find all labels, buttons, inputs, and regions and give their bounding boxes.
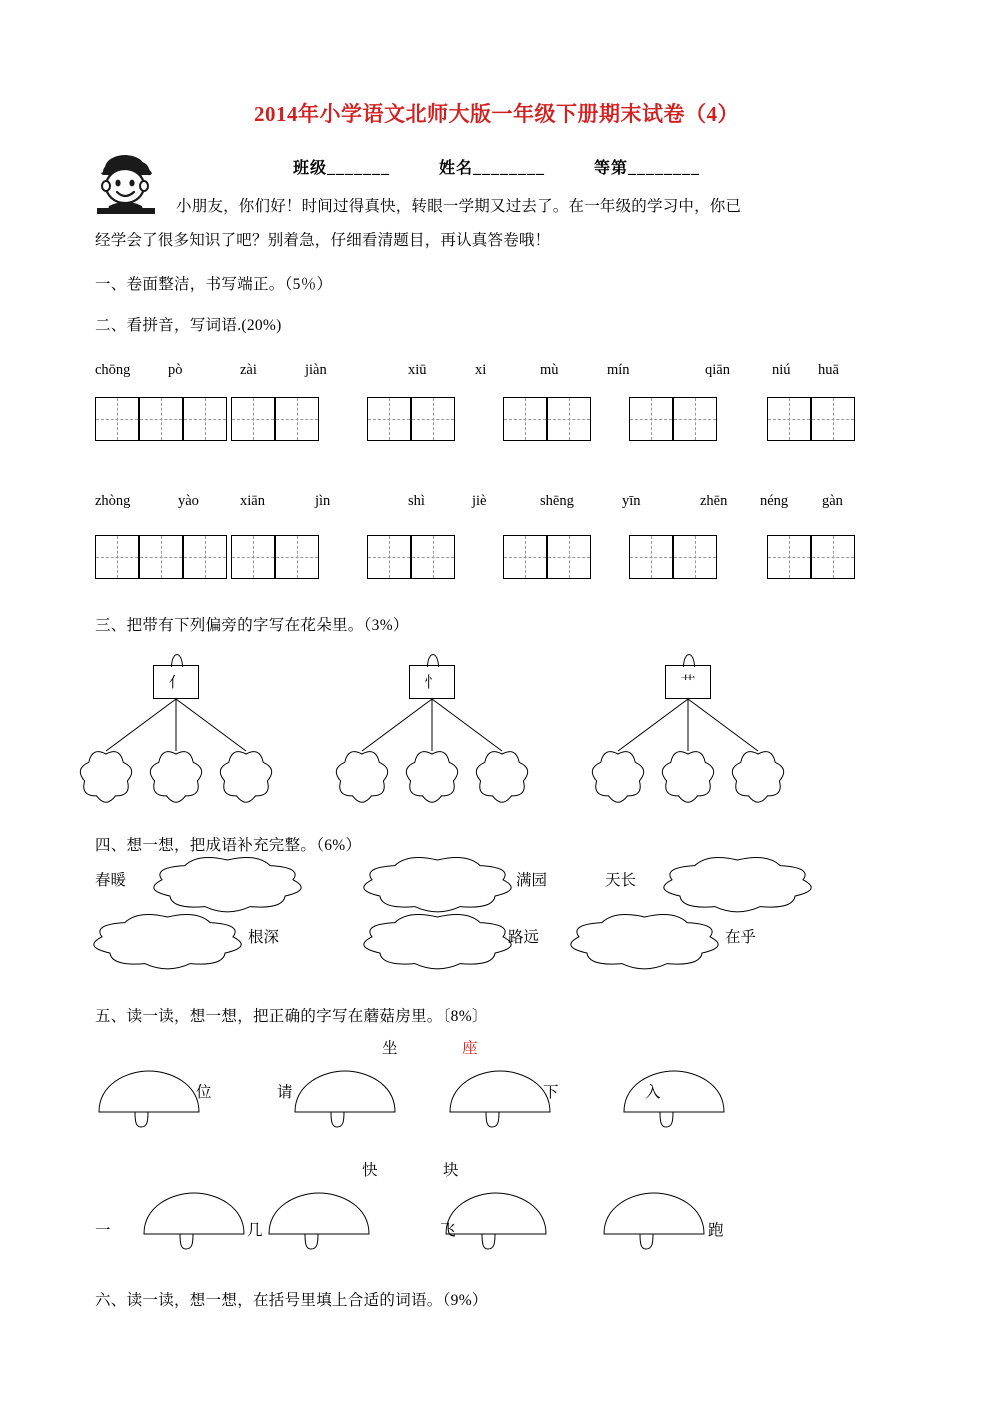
cell-horizontal-guide: [630, 419, 672, 420]
tianzige-cell[interactable]: [139, 397, 183, 441]
cell-horizontal-guide: [184, 557, 226, 558]
question-3-heading: 三、把带有下列偏旁的字写在花朵里。（3%）: [95, 617, 409, 634]
radical-box-stem: [171, 654, 183, 667]
idiom-label: 在乎: [725, 929, 757, 946]
mushroom-char-label: 飞: [440, 1222, 456, 1239]
mushroom-house[interactable]: [291, 1068, 399, 1130]
pinyin-syllable: zhēn: [700, 493, 728, 509]
flower-shape[interactable]: [732, 752, 783, 803]
cell-horizontal-guide: [504, 557, 546, 558]
cell-horizontal-guide: [276, 419, 318, 420]
radical-box: [665, 665, 711, 699]
idiom-label: 天长: [605, 872, 637, 889]
mushroom-house[interactable]: [600, 1190, 708, 1252]
question-2-heading: 二、看拼音，写词语.(20%): [95, 317, 282, 334]
tianzige-cell[interactable]: [275, 535, 319, 579]
mushroom-char-label: 跑: [708, 1222, 724, 1239]
tianzige-cell[interactable]: [183, 397, 227, 441]
page-title: 2014年小学语文北师大版一年级下册期末试卷（4）: [254, 102, 739, 126]
pinyin-syllable: zhòng: [95, 493, 131, 509]
boy-cartoon-icon: [95, 148, 157, 214]
cell-horizontal-guide: [674, 557, 716, 558]
cell-horizontal-guide: [232, 419, 274, 420]
flower-shape[interactable]: [662, 752, 713, 803]
tianzige-cell[interactable]: [547, 397, 591, 441]
mushroom-char-label: 坐: [382, 1040, 398, 1057]
tianzige-cell[interactable]: [629, 397, 673, 441]
mushroom-char-label: 块: [443, 1162, 459, 1179]
mushroom-house[interactable]: [620, 1068, 728, 1130]
pinyin-syllable: gàn: [822, 493, 843, 509]
idiom-label: 满园: [516, 872, 548, 889]
pinyin-syllable: yào: [178, 493, 199, 509]
radical-label: 亻: [168, 675, 184, 691]
pinyin-syllable: zài: [240, 362, 257, 378]
tianzige-cell[interactable]: [629, 535, 673, 579]
question-5-heading: 五、读一读，想一想，把正确的字写在蘑菇房里。〔8%〕: [95, 1008, 488, 1025]
cell-horizontal-guide: [184, 419, 226, 420]
tianzige-cell[interactable]: [503, 535, 547, 579]
pinyin-syllable: pò: [168, 362, 183, 378]
tianzige-cell[interactable]: [231, 535, 275, 579]
radical-tree-branches: [339, 699, 559, 839]
tianzige-cell[interactable]: [411, 535, 455, 579]
cell-horizontal-guide: [812, 419, 854, 420]
tianzige-cell[interactable]: [767, 535, 811, 579]
pinyin-syllable: xiān: [240, 493, 265, 509]
pinyin-syllable: xiū: [408, 362, 427, 378]
pinyin-syllable: chōng: [95, 362, 131, 378]
pinyin-syllable: niú: [772, 362, 791, 378]
question-4-heading: 四、想一想，把成语补充完整。（6%）: [95, 837, 362, 854]
cell-horizontal-guide: [548, 557, 590, 558]
mushroom-char-label: 请: [277, 1084, 293, 1101]
idiom-cloud[interactable]: [155, 855, 300, 913]
tianzige-cell[interactable]: [673, 397, 717, 441]
idiom-label: 路远: [508, 929, 540, 946]
pinyin-syllable: jiàn: [305, 362, 327, 378]
pinyin-syllable: néng: [760, 493, 789, 509]
idiom-cloud[interactable]: [572, 912, 717, 970]
radical-tree-branches: [595, 699, 815, 839]
tianzige-cell[interactable]: [767, 397, 811, 441]
tianzige-cell[interactable]: [811, 535, 855, 579]
pinyin-syllable: qiān: [705, 362, 730, 378]
flower-shape[interactable]: [150, 752, 201, 803]
pinyin-syllable: mù: [540, 362, 559, 378]
cell-horizontal-guide: [276, 557, 318, 558]
cell-horizontal-guide: [96, 419, 138, 420]
tianzige-cell[interactable]: [411, 397, 455, 441]
cell-horizontal-guide: [232, 557, 274, 558]
idiom-cloud[interactable]: [95, 912, 240, 970]
tianzige-cell[interactable]: [367, 397, 411, 441]
mushroom-house[interactable]: [95, 1068, 203, 1130]
question-1-heading: 一、卷面整洁，书写端正。（5％）: [95, 276, 333, 293]
tianzige-cell[interactable]: [275, 397, 319, 441]
mushroom-char-label: 几: [247, 1222, 263, 1239]
flower-shape[interactable]: [336, 752, 387, 803]
cell-horizontal-guide: [630, 557, 672, 558]
mushroom-char-label: 座: [462, 1040, 478, 1057]
cell-horizontal-guide: [768, 419, 810, 420]
tianzige-cell[interactable]: [231, 397, 275, 441]
radical-box: [153, 665, 199, 699]
flower-shape[interactable]: [80, 752, 131, 803]
cell-horizontal-guide: [140, 557, 182, 558]
idiom-cloud[interactable]: [365, 855, 510, 913]
tianzige-cell[interactable]: [367, 535, 411, 579]
mushroom-char-label: 下: [543, 1084, 559, 1101]
cell-horizontal-guide: [674, 419, 716, 420]
tianzige-cell[interactable]: [503, 397, 547, 441]
tianzige-cell[interactable]: [95, 397, 139, 441]
grade-field: 等第________: [594, 160, 701, 177]
flower-shape[interactable]: [476, 752, 527, 803]
pinyin-syllable: shēng: [540, 493, 574, 509]
mushroom-house[interactable]: [140, 1190, 248, 1252]
tianzige-cell[interactable]: [95, 535, 139, 579]
pinyin-syllable: xi: [475, 362, 487, 378]
pinyin-syllable: mín: [607, 362, 630, 378]
cell-horizontal-guide: [412, 557, 454, 558]
mushroom-char-label: 位: [196, 1084, 212, 1101]
idiom-label: 根深: [248, 929, 280, 946]
flower-shape[interactable]: [406, 752, 457, 803]
radical-label: 艹: [680, 675, 696, 691]
question-6-heading: 六、读一读，想一想，在括号里填上合适的词语。（9%）: [95, 1292, 488, 1309]
idiom-cloud[interactable]: [365, 912, 510, 970]
mushroom-char-label: 快: [362, 1162, 378, 1179]
cell-horizontal-guide: [368, 419, 410, 420]
cell-horizontal-guide: [548, 419, 590, 420]
pinyin-syllable: jìn: [315, 493, 331, 509]
radical-box: [409, 665, 455, 699]
radical-box-stem: [427, 654, 439, 667]
cell-horizontal-guide: [504, 419, 546, 420]
pinyin-syllable: shì: [408, 493, 425, 509]
radical-box-stem: [683, 654, 695, 667]
name-field: 姓名________: [438, 160, 545, 177]
cell-horizontal-guide: [96, 557, 138, 558]
tianzige-cell[interactable]: [673, 535, 717, 579]
idiom-cloud[interactable]: [665, 855, 810, 913]
radical-label: 忄: [424, 675, 440, 691]
pinyin-syllable: huā: [818, 362, 839, 378]
flower-shape[interactable]: [592, 752, 643, 803]
pinyin-syllable: jiè: [472, 493, 487, 509]
class-field: 班级_______: [292, 160, 390, 177]
intro-line-1: 小朋友，你们好！时间过得真快，转眼一学期又过去了。在一年级的学习中，你已: [176, 198, 742, 215]
cell-horizontal-guide: [140, 419, 182, 420]
pinyin-syllable: yīn: [622, 493, 641, 509]
intro-line-2: 经学会了很多知识了吧？别着急，仔细看清题目，再认真答卷哦！: [95, 232, 551, 249]
cell-horizontal-guide: [812, 557, 854, 558]
tianzige-cell[interactable]: [139, 535, 183, 579]
tianzige-cell[interactable]: [547, 535, 591, 579]
cell-horizontal-guide: [368, 557, 410, 558]
mushroom-char-label: 入: [645, 1084, 661, 1101]
tianzige-cell[interactable]: [183, 535, 227, 579]
mushroom-house[interactable]: [446, 1068, 554, 1130]
radical-tree-branches: [83, 699, 303, 839]
mushroom-house[interactable]: [442, 1190, 550, 1252]
mushroom-house[interactable]: [265, 1190, 373, 1252]
cell-horizontal-guide: [412, 419, 454, 420]
mushroom-char-label: 一: [95, 1222, 111, 1239]
tianzige-cell[interactable]: [811, 397, 855, 441]
cell-horizontal-guide: [768, 557, 810, 558]
idiom-label: 春暖: [95, 872, 127, 889]
flower-shape[interactable]: [220, 752, 271, 803]
